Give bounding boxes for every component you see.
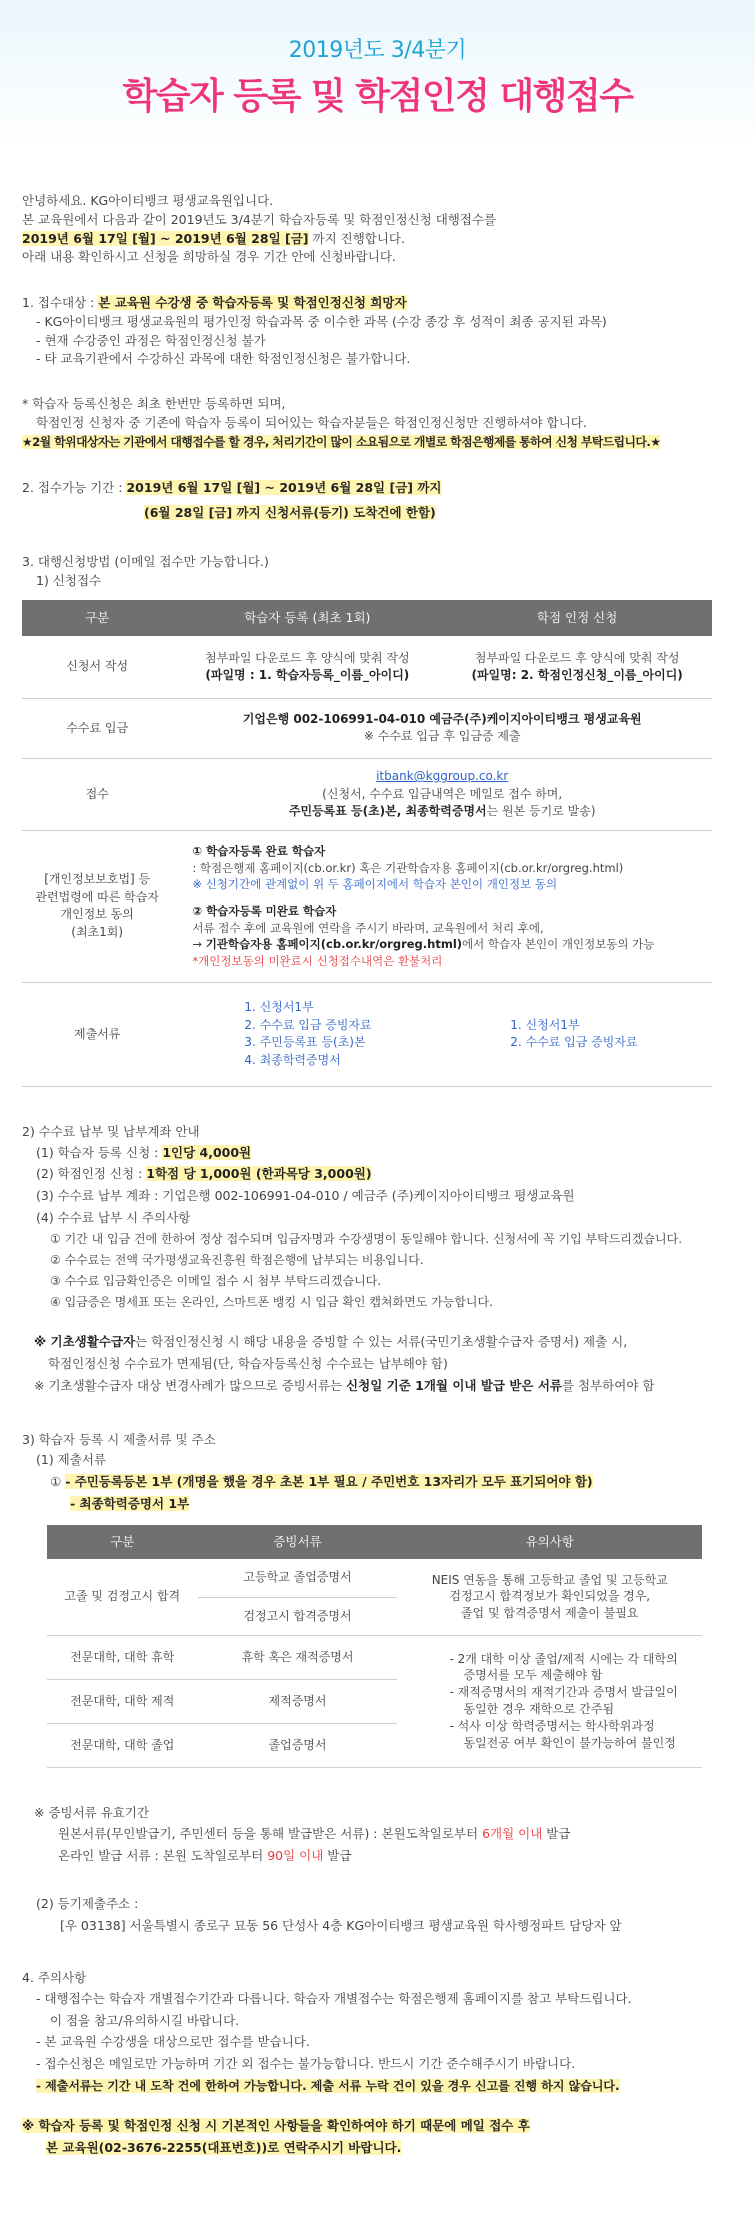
fee-note (34, 1375, 733, 1397)
document-item: 1. 신청서1부 (244, 1000, 314, 1015)
note-line: - 2개 대학 이상 졸업/제적 시에는 각 대학의 (449, 1651, 678, 1666)
section-2-head (22, 479, 733, 498)
table-cell (172, 982, 442, 1086)
caution-item: - 본 교육원 수강생을 대상으로만 접수를 받습니다. (36, 2034, 310, 2050)
fee-label: (2) 학점인정 신청 : (36, 1166, 147, 1182)
note-line: 동일전공 여부 확인이 불가능하여 불인정 (463, 1735, 676, 1750)
row-label (22, 830, 172, 982)
table-cell (442, 982, 712, 1086)
email-link[interactable]: itbank@kggroup.co.kr (376, 769, 509, 784)
table-cell (172, 636, 442, 698)
validity-item (34, 1845, 733, 1867)
cell-text: : 학점은행제 홈페이지(cb.or.kr) 혹은 기관학습자용 홈페이지(cb.or.kr/orgreg.html) (192, 860, 624, 875)
docs-item (36, 1471, 733, 1493)
note-line: NEIS 연동을 통해 고등학교 졸업 및 고등학교 (431, 1572, 668, 1587)
row-label: 전문대학, 대학 졸업 (47, 1723, 198, 1767)
caution-item: - 접수신청은 메일로만 가능하며 기간 외 접수는 불가능합니다. 반드시 기간 준수해주시기 바랍니다. (36, 2056, 576, 2072)
fee-caution: ① 기간 내 입금 건에 한하여 정상 접수되며 입금자명과 수강생명이 동일해야 합니다. 신청서에 꼭 기입 부탁드리겠습니다. (50, 1232, 683, 1246)
fee-item (36, 1163, 733, 1185)
final-note-line (22, 2137, 733, 2159)
caution-item: - 대행접수는 학습자 개별접수기간과 다릅니다. 학습자 개별접수는 학점은행제 홈페이지를 참고 부탁드립니다. (36, 1990, 632, 2006)
validity-list (22, 1802, 733, 1868)
final-note-text: ※ 학습자 등록 및 학점인정 신청 시 기본적인 사항들을 확인하여야 하기 때문에 메일 접수 후 (22, 2118, 530, 2134)
table-cell (172, 758, 712, 830)
document-item: 1. 신청서1부 (510, 1017, 580, 1032)
note-line: - 재적증명서의 재적기간과 증명서 발급일이 (449, 1685, 678, 1700)
intro-line-3 (22, 230, 733, 249)
table-row (22, 758, 712, 830)
intro-line-4: 아래 내용 확인하시고 신청을 희망하실 경우 기간 안에 신청바랍니다. (22, 249, 396, 265)
cell-text: (파일명 : 1. 학습자등록_이름_아이디) (205, 668, 410, 682)
docs-item (36, 1493, 733, 1515)
cell-text: 첨부파일 다운로드 후 양식에 맞춰 작성 (474, 650, 680, 665)
section-2-deadline: (6월 28일 [금] 까지 신청서류(등기) 도착건에 한함) (144, 505, 436, 520)
docs-section (0, 1431, 755, 1515)
table-cell: 제적증명서 (198, 1679, 398, 1723)
docs-sub: (1) 제출서류 (36, 1452, 106, 1468)
row-label: 전문대학, 대학 제적 (47, 1679, 198, 1723)
content (0, 192, 755, 590)
table-header: 증빙서류 (198, 1525, 398, 1559)
banner (0, 0, 755, 146)
section-2-date: 2019년 6월 17일 [월] ~ 2019년 6월 28일 [금] 까지 (126, 480, 442, 496)
table-cell (397, 1559, 702, 1635)
cell-text: 첨부파일 다운로드 후 양식에 맞춰 작성 (205, 650, 410, 665)
fee-caution: ④ 입금증은 명세표 또는 온라인, 스마트폰 뱅킹 시 입금 확인 캡쳐화면도 가능합니다. (50, 1295, 493, 1309)
validity-text: 온라인 발급 서류 : 본원 도착일로부터 (58, 1848, 268, 1864)
table-cell: 휴학 혹은 재적증명서 (198, 1635, 398, 1679)
docs-item-number: ① (50, 1474, 66, 1490)
note-line: 졸업 및 합격증명서 제출이 불필요 (460, 1606, 639, 1621)
table-header: 유의사항 (397, 1525, 702, 1559)
fee-label: (1) 학습자 등록 신청 : (36, 1144, 163, 1160)
table-cell (442, 636, 712, 698)
table-header: 구분 (22, 600, 172, 636)
section-1-target: 본 교육원 수강생 중 학습자등록 및 학점인정신청 희망자 (98, 295, 407, 310)
intro-line-3-rest: 까지 진행합니다. (308, 230, 405, 246)
caution-item (36, 2075, 733, 2097)
section-3 (22, 553, 733, 591)
table-row (22, 982, 712, 1086)
intro-date: 2019년 6월 17일 [월] ~ 2019년 6월 28일 [금] (22, 230, 309, 246)
section-2-line-2 (22, 504, 733, 523)
cell-text: (신청서, 수수료 입금내역은 메일로 접수 하며, (322, 786, 563, 801)
table-cell (172, 830, 712, 982)
intro-line-1: 안녕하세요. KG아이티뱅크 평생교육원입니다. (22, 193, 274, 208)
section-1-label: 1. 접수대상 : (22, 295, 99, 310)
section-2 (22, 479, 733, 523)
proof-table (47, 1525, 702, 1768)
section-1 (22, 294, 733, 369)
validity-period: 6개월 이내 (482, 1826, 543, 1842)
row-label: 수수료 입금 (22, 698, 172, 758)
fee-list (22, 1142, 733, 1314)
cell-text: → (192, 937, 206, 952)
cell-text: 서류 접수 후에 교육원에 연락을 주시기 바라며, 교육원에서 처리 후에, (192, 920, 544, 935)
cell-text: 기관학습자용 홈페이지(cb.or.kr/orgreg.html) (205, 937, 463, 952)
cell-text-red: 주민등록표 등(초)본, 최종학력증명서 (288, 803, 487, 818)
section-4-head: 4. 주의사항 (22, 1969, 87, 1985)
row-label-line: (최초1회) (71, 924, 124, 939)
notice-line-1: * 학습자 등록신청은 최초 한번만 등록하면 되며, (22, 396, 286, 411)
notice (22, 395, 733, 451)
fee-note-text: ※ 기초생활수급자 대상 변경사례가 많으므로 증빙서류는 (34, 1377, 347, 1393)
docs-item-text: - 주민등록등본 1부 (개명을 했을 경우 초본 1부 필요 / 주민번호 13자리가 모두 표기되어야 함) (65, 1474, 593, 1490)
section-1-head (22, 294, 733, 313)
row-label-line: 개인정보 동의 (60, 907, 134, 922)
cell-text: (파일명: 2. 학점인정신청_이름_아이디) (471, 668, 683, 682)
table-cell: 고등학교 졸업증명서 (198, 1559, 398, 1597)
fee-note: 학점인정신청 수수료가 면제됨(단, 학습자등록신청 수수료는 납부해야 함) (48, 1355, 448, 1371)
docs-head: 3) 학습자 등록 시 제출서류 및 주소 (22, 1431, 216, 1447)
document-item: 2. 수수료 입금 증빙자료 (244, 1017, 372, 1032)
intro (22, 192, 733, 267)
validity-text: 발급 (542, 1826, 571, 1842)
table-row (22, 636, 712, 698)
address-head: (2) 등기제출주소 : (36, 1896, 139, 1912)
cell-text: ① 학습자등록 완료 학습자 (192, 843, 326, 858)
validity-head: ※ 증빙서류 유효기간 (34, 1804, 150, 1820)
table-cell: 검정고시 합격증명서 (198, 1597, 398, 1635)
row-label-line: [개인정보보호법] 등 (44, 872, 151, 887)
cell-text: ※ 수수료 입금 후 입금증 제출 (363, 729, 521, 744)
fee-item: (4) 수수료 납부 시 주의사항 (36, 1210, 191, 1226)
intro-line-2: 본 교육원에서 다음과 같이 2019년도 3/4분기 학습자등록 및 학점인정신청 대행접수를 (22, 211, 497, 227)
validity-text: 원본서류(무인발급기, 주민센터 등을 통해 발급받은 서류) : 본원도착일로부터 (58, 1826, 483, 1842)
fee-note-text: 를 첨부하여야 함 (561, 1377, 655, 1393)
row-label: 제출서류 (22, 982, 172, 1086)
section-2-label: 2. 접수가능 기간 : (22, 480, 127, 496)
validity-text: 발급 (323, 1848, 352, 1864)
document-item: 2. 수수료 입금 증빙자료 (510, 1035, 638, 1050)
fee-note-emphasis: ※ 기초생활수급자 (34, 1334, 136, 1349)
note-line: 검정고시 합격정보가 확인되었을 경우, (449, 1589, 651, 1604)
application-table (22, 600, 712, 1087)
banner-subtitle: 2019년도 3/4분기 (288, 38, 467, 63)
table-cell (172, 698, 712, 758)
cell-text-blue: ※ 신청기간에 관계없이 위 두 홈페이지에서 학습자 본인이 개인정보 동의 (192, 877, 558, 892)
table-header: 학습자 등록 (최초 1회) (172, 600, 442, 636)
fee-note (34, 1331, 733, 1353)
final-note (22, 2115, 733, 2159)
row-label: 고졸 및 검정고시 합격 (47, 1559, 198, 1635)
fee-notes (22, 1331, 733, 1397)
row-label: 접수 (22, 758, 172, 830)
fee-note-emphasis: 신청일 기준 1개월 이내 발급 받은 서류 (346, 1377, 562, 1393)
cell-text: ② 학습자등록 미완료 학습자 (192, 903, 337, 918)
caution-highlight: - 제출서류는 기간 내 도착 건에 한하여 가능합니다. 제출 서류 누락 건이 있을 경우 신고를 진행 하지 않습니다. (36, 2079, 620, 2094)
table-row (22, 698, 712, 758)
table-header: 학점 인정 신청 (442, 600, 712, 636)
fee-item (36, 1142, 733, 1164)
cell-text: 에서 학습자 본인이 개인정보동의 가능 (462, 937, 655, 952)
validity-item (34, 1823, 733, 1845)
notice-line-3 (22, 433, 733, 452)
fee-item: (3) 수수료 납부 계좌 : 기업은행 002-106991-04-010 / 예금주 (주)케이지아이티뱅크 평생교육원 (36, 1188, 575, 1204)
table-cell (397, 1635, 702, 1767)
docs-item-text: - 최종학력증명서 1부 (70, 1496, 190, 1512)
section-1-bullet: - 현재 수강중인 과정은 학점인정신청 불가 (36, 332, 266, 348)
cell-text: 는 원본 등기로 발송) (486, 803, 596, 818)
final-note-line (22, 2115, 733, 2137)
note-line: 동일한 경우 재학으로 간주됨 (463, 1702, 615, 1716)
document-item: 3. 주민등록표 등(초)본 (244, 1035, 366, 1050)
caution-item: 이 점을 참고/유의하시길 바랍니다. (50, 2012, 240, 2028)
fee-note-text: 는 학점인정신청 시 해당 내용을 증빙할 수 있는 서류(국민기초생활수급자 증명서) 제출 시, (135, 1334, 628, 1349)
address-block (22, 1893, 733, 1937)
row-label: 전문대학, 대학 휴학 (47, 1635, 198, 1679)
bank-account: 기업은행 002-106991-04-010 예금주(주)케이지아이티뱅크 평생교육원 (242, 711, 642, 726)
banner-title: 학습자 등록 및 학점인정 대행접수 (122, 76, 633, 117)
note-line: 증명서를 모두 제출해야 함 (463, 1668, 603, 1683)
cell-text-red: *개인정보동의 미완료시 신청접수내역은 환불처리 (192, 953, 443, 968)
final-note-text: 본 교육원(02-3676-2255(대표번호))로 연락주시기 바랍니다. (46, 2140, 402, 2155)
fee-value: 1인당 4,000원 (162, 1144, 252, 1160)
fee-caution: ③ 수수료 입금확인증은 이메일 접수 시 첨부 부탁드리겠습니다. (50, 1274, 382, 1288)
notice-highlight: ★2월 학위대상자는 기관에서 대행접수를 할 경우, 처리기간이 많이 소요됨으로 개별로 학점은행제를 통하여 신청 부탁드립니다.★ (22, 434, 661, 449)
table-row (47, 1635, 702, 1679)
section-1-bullet: - 타 교육기관에서 수강하신 과목에 대한 학점인정신청은 불가합니다. (36, 351, 411, 367)
row-label-line: 관련법령에 따른 학습자 (35, 889, 159, 904)
docs-list (22, 1449, 733, 1515)
fee-value: 1학점 당 1,000원 (한과목당 3,000원) (146, 1166, 372, 1182)
notice-line-2: 학점인정 신청자 중 기존에 학습자 등록이 되어있는 학습자분들은 학점인정신청만 진행하셔야 합니다. (36, 414, 587, 430)
section-3-sub: 1) 신청접수 (36, 572, 102, 588)
fee-caution: ② 수수료는 전액 국가평생교육진흥원 학점은행에 납부되는 비용입니다. (50, 1253, 424, 1267)
validity-period: 90일 이내 (267, 1848, 324, 1864)
table-header: 구분 (47, 1525, 198, 1559)
note-line: - 석사 이상 학력증명서는 학사학위과정 (449, 1718, 655, 1733)
table-cell: 졸업증명서 (198, 1723, 398, 1767)
section-4-list (22, 1988, 733, 2098)
table-row (22, 830, 712, 982)
row-label: 신청서 작성 (22, 636, 172, 698)
section-1-bullet: - KG아이티뱅크 평생교육원의 평가인정 학습과목 중 이수한 과목 (수강 종강 후 성적이 최종 공지된 과목) (36, 313, 607, 329)
section-4 (0, 1969, 755, 2159)
fee-head: 2) 수수료 납부 및 납부계좌 안내 (22, 1123, 200, 1139)
section-3-head: 3. 대행신청방법 (이메일 접수만 가능합니다.) (22, 553, 269, 569)
fee-section (0, 1123, 755, 1397)
table-row (47, 1559, 702, 1597)
address-text: [우 03138] 서울특별시 종로구 묘동 56 단성사 4층 KG아이티뱅크 평생교육원 학사행정파트 담당자 앞 (60, 1918, 622, 1933)
document-item: 4. 최종학력증명서 (244, 1052, 341, 1067)
validity-section (0, 1802, 755, 1937)
